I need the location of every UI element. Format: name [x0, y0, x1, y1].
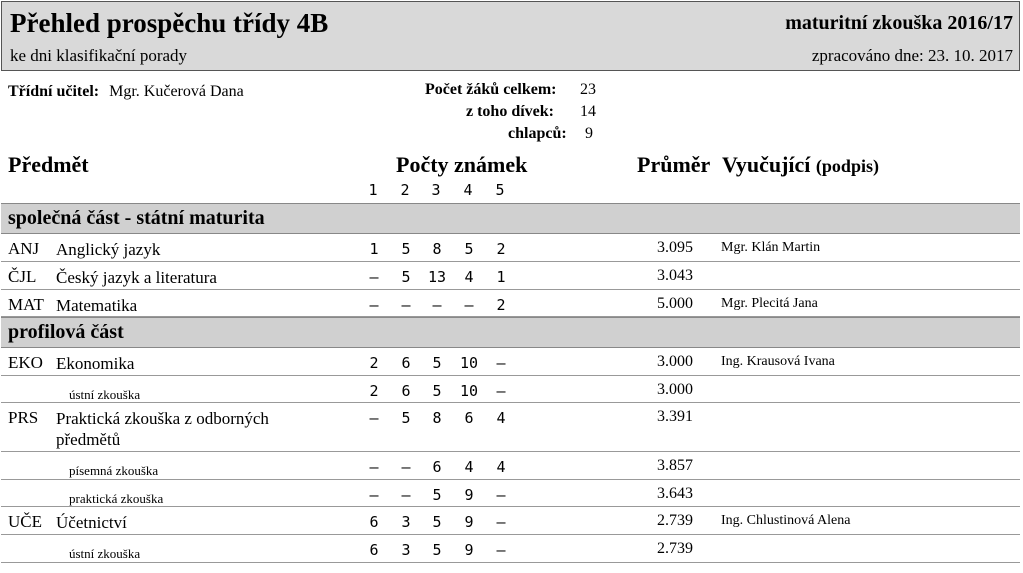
average-value: 3.043 — [657, 267, 693, 284]
average-value: 3.095 — [657, 239, 693, 256]
subject-name: Účetnictví — [56, 513, 127, 532]
teacher-name: Ing. Krausová Ivana — [721, 354, 835, 369]
grade-count-4: 9 — [464, 486, 474, 504]
subject-code: MAT — [8, 295, 44, 314]
girls-value: 14 — [580, 103, 596, 120]
class-teacher-name: Mgr. Kučerová Dana — [109, 83, 244, 100]
grade-count-5: – — [496, 513, 506, 531]
grade-count-5: – — [496, 382, 506, 400]
section-title: společná část - státní maturita — [8, 207, 265, 229]
subject-code: EKO — [8, 353, 43, 372]
subject-name: Matematika — [56, 296, 138, 315]
grade-count-2: – — [401, 486, 411, 504]
grade-count-2: 3 — [401, 541, 411, 559]
grade-count-2: 6 — [401, 382, 411, 400]
processed-date: zpracováno dne: 23. 10. 2017 — [811, 46, 1013, 65]
exam-label: maturitní zkouška 2016/17 — [785, 12, 1013, 34]
teacher-column-header — [722, 152, 879, 178]
grade-count-3: 5 — [432, 486, 442, 504]
subject-name: Praktická zkouška z odborných předmětů — [56, 409, 269, 449]
grade-count-3: 5 — [432, 354, 442, 372]
grade-count-1: – — [369, 296, 379, 314]
average-value: 3.000 — [657, 353, 693, 370]
subject-row — [1, 507, 1020, 535]
boys-value: 9 — [585, 125, 593, 142]
grade-count-1: 2 — [369, 354, 379, 372]
subject-name: Český jazyk a literatura — [56, 268, 217, 287]
exam-part-row — [1, 535, 1020, 563]
grade-count-4: 5 — [464, 240, 474, 258]
grade-count-2: 6 — [401, 354, 411, 372]
report-title: Přehled prospěchu třídy 4B — [10, 8, 329, 38]
grade-count-5: 1 — [496, 268, 506, 286]
grade-count-2: – — [401, 296, 411, 314]
grade-count-2: – — [401, 458, 411, 476]
grade-count-4: 4 — [464, 268, 474, 286]
grade-count-5: – — [496, 541, 506, 559]
grade-count-1: – — [369, 458, 379, 476]
grade-count-4: 9 — [464, 513, 474, 531]
girls-label: z toho dívek: — [466, 103, 554, 120]
grade-count-5: 4 — [496, 458, 506, 476]
exam-part-name: praktická zkouška — [69, 491, 164, 506]
grade-label-1: 1 — [368, 181, 378, 199]
grade-count-3: 6 — [432, 458, 442, 476]
average-value: 3.857 — [657, 457, 693, 474]
grade-count-5: – — [496, 486, 506, 504]
signature-label: (podpis) — [815, 156, 879, 176]
subject-code: UČE — [8, 512, 42, 531]
section-title: profilová část — [8, 321, 124, 343]
teacher-name: Ing. Chlustinová Alena — [721, 513, 851, 528]
subject-column-header: Předmět — [8, 152, 89, 177]
grade-count-1: 6 — [369, 541, 379, 559]
subject-code: ČJL — [8, 267, 37, 286]
grade-count-5: – — [496, 354, 506, 372]
grade-count-3: 5 — [432, 513, 442, 531]
total-value: 23 — [580, 81, 596, 98]
average-value: 3.643 — [657, 485, 693, 502]
grade-count-5: 2 — [496, 296, 506, 314]
section-header — [1, 317, 1020, 348]
grade-count-4: 9 — [464, 541, 474, 559]
subject-code: ANJ — [8, 239, 40, 258]
teacher-name: Mgr. Klán Martin — [721, 240, 821, 255]
grade-count-3: 5 — [432, 382, 442, 400]
average-value: 3.391 — [657, 408, 693, 425]
grades-column-header: Počty známek — [396, 152, 528, 177]
exam-part-name: ústní zkouška — [69, 546, 141, 561]
subject-row — [1, 290, 1020, 317]
class-teacher — [8, 83, 244, 101]
grade-count-4: 4 — [464, 458, 474, 476]
subject-row — [1, 262, 1020, 290]
grade-label-4: 4 — [463, 181, 473, 199]
grade-count-1: – — [369, 409, 379, 427]
average-column-header: Průměr — [637, 152, 711, 177]
average-value: 2.739 — [657, 512, 693, 529]
class-teacher-label: Třídní učitel: — [8, 83, 100, 100]
grade-count-5: 4 — [496, 409, 506, 427]
grade-label-3: 3 — [431, 181, 441, 199]
grade-count-2: 5 — [401, 268, 411, 286]
subject-row — [1, 403, 1020, 452]
grade-count-1: 1 — [369, 240, 379, 258]
exam-part-row — [1, 480, 1020, 507]
teacher-name: Mgr. Plecitá Jana — [721, 296, 818, 311]
average-value: 2.739 — [657, 540, 693, 557]
average-value: 5.000 — [657, 295, 693, 312]
grade-count-4: 10 — [459, 354, 479, 372]
report-subtitle: ke dni klasifikační porady — [10, 46, 188, 65]
average-value: 3.000 — [657, 381, 693, 398]
grade-count-1: 6 — [369, 513, 379, 531]
exam-part-row — [1, 452, 1020, 480]
grade-count-1: – — [369, 268, 379, 286]
grade-count-4: – — [464, 296, 474, 314]
grade-count-2: 5 — [401, 240, 411, 258]
subject-name: Ekonomika — [56, 354, 135, 373]
grade-count-4: 6 — [464, 409, 474, 427]
boys-label: chlapců: — [508, 125, 567, 142]
subject-name: Anglický jazyk — [56, 240, 161, 259]
grade-count-3: 8 — [432, 240, 442, 258]
grade-count-1: – — [369, 486, 379, 504]
total-label: Počet žáků celkem: — [425, 81, 557, 98]
grade-count-1: 2 — [369, 382, 379, 400]
grade-count-2: 3 — [401, 513, 411, 531]
grade-count-2: 5 — [401, 409, 411, 427]
grade-label-2: 2 — [400, 181, 410, 199]
subject-row — [1, 348, 1020, 376]
grade-label-5: 5 — [495, 181, 505, 199]
grade-count-3: 5 — [432, 541, 442, 559]
exam-part-row — [1, 376, 1020, 403]
report-header — [1, 1, 1020, 71]
grade-count-5: 2 — [496, 240, 506, 258]
exam-part-name: ústní zkouška — [69, 387, 141, 402]
grade-count-3: – — [432, 296, 442, 314]
grade-count-3: 13 — [427, 268, 447, 286]
subject-row — [1, 234, 1020, 262]
grade-count-3: 8 — [432, 409, 442, 427]
exam-part-name: písemná zkouška — [69, 463, 159, 478]
section-header — [1, 203, 1020, 234]
teacher-column-label: Vyučující — [722, 152, 811, 177]
subject-code: PRS — [8, 408, 39, 427]
grade-count-4: 10 — [459, 382, 479, 400]
